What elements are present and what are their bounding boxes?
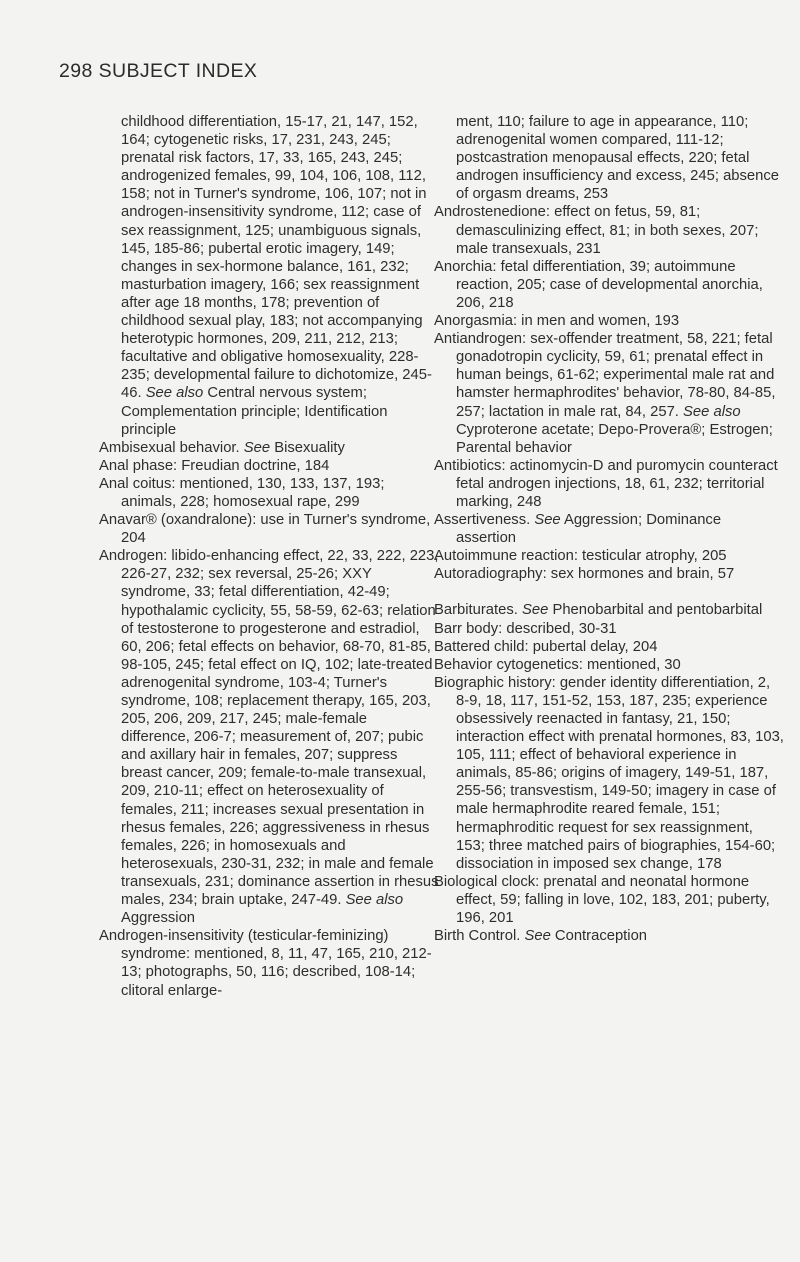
entry-text: Aggression [121, 910, 196, 927]
entry-text: Anorgasmia: in men and women, 193 [434, 313, 680, 330]
entry-text: childhood differentiation, 15-17, 21, 147, 152, 164; cytogenetic risks, 17, 231, 243, 245; prenatal risk factors, 17, 33, 165, 243, 245; androgenized females, 99, 104, 106, 108, 112, 158; not in Turner's syndrome, 106, 107; not in androgen-insensitivity syndrome, 112; case of sex reassignment, 125; unambiguous signals, 145, 185-86; pubertal erotic imagery, 149; changes in sex-hormone balance, 161, 232; masturbation imagery, 166; sex reassignment after age 18 months, 178; prevention of childhood sexual play, 183; not accompanying heterotypic hormones, 209, 211, 212, 213; facultative and obligative homosexuality, 228-235; developmental failure to dichotomize, 245-46. [121, 114, 432, 402]
entry-text: Barr body: described, 30-31 [434, 620, 617, 637]
index-entry [434, 258, 784, 312]
cross-reference-label: See also [345, 892, 404, 909]
entry-text: Androgen-insensitivity (testicular-feminizing) syndrome: mentioned, 8, 11, 47, 165, 210, 212-13; photographs, 50, 116; described, 108-14; clitoral enlarge- [99, 928, 432, 999]
entry-text: Aggression; Dominance assertion [456, 512, 722, 547]
cross-reference-label: See [534, 512, 561, 529]
left-index-column [99, 113, 439, 1000]
cross-reference-label: See also [145, 385, 204, 402]
index-entry [434, 927, 784, 945]
entry-text: Androstenedione: effect on fetus, 59, 81; demasculinizing effect, 81; in both sexes, 207; male transexuals, 231 [434, 204, 759, 257]
entry-text: Biographic history: gender identity differentiation, 2, 8-9, 18, 117, 151-52, 153, 187, 235; experience obsessively reenacted in fantasy, 21, 150; interaction effect with prenatal hormones, 83, 103, 105, 111; effect of behavioral experience in animals, 85-86; origins of imagery, 149-51, 187, 255-56; transvestism, 149-50; imagery in case of male hermaphrodite reared female, 151; hermaphroditic request for sex reassignment, 153; three matched pairs of biographies, 154-60; dissociation in imposed sex change, 178 [434, 674, 784, 872]
entry-text: Bisexuality [270, 439, 345, 456]
entry-text: ment, 110; failure to age in appearance, 110; adrenogenital women compared, 111-12; postcastration menopausal effects, 220; fetal androgen insufficiency and excess, 245; absence of orgasm dreams, 253 [456, 114, 780, 203]
entry-text: Contraception [550, 928, 648, 945]
entry-text: Central nervous system; Complementation principle; Identification principle [121, 385, 388, 438]
entry-text: Phenobarbital and pentobarbital [548, 602, 763, 619]
index-entry [99, 457, 439, 475]
cross-reference-label: See also [683, 403, 741, 420]
cross-reference-label: See [522, 602, 549, 619]
index-entry [434, 873, 784, 927]
index-entry [99, 439, 439, 457]
entry-text: Antiandrogen: sex-offender treatment, 58, 221; fetal gonadotropin cyclicity, 59, 61; prenatal effect in human beings, 61-62; experimental male rat and hamster hermaphrodites' behavior, 78-80, 84-85, 257; lactation in male rat, 84, 257. [434, 331, 776, 420]
entry-text: Androgen: libido-enhancing effect, 22, 33, 222, 223, 226-27, 232; sex reversal, 25-26; XXY syndrome, 33; fetal differentiation, 42-49; hypothalamic cyclicity, 55, 58-59, 62-63; relation of testosterone to progesterone and estradiol, 60, 206; fetal effects on behavior, 68-70, 81-85, 98-105, 245; fetal effect on IQ, 102; late-treated adrenogenital syndrome, 103-4; Turner's syndrome, 108; replacement therapy, 165, 203, 205, 206, 209, 217, 245; male-female difference, 206-7; measurement of, 207; pubic and axillary hair in females, 207; suppress breast cancer, 209; female-to-male transexual, 209, 210-11; effect on heterosexuality of females, 211; increases sexual presentation in rhesus females, 226; aggressiveness in rhesus females, 226; in homosexuals and heterosexuals, 230-31, 232; in male and female transexuals, 231; dominance assertion in rhesus males, 234; brain uptake, 247-49. [99, 548, 439, 909]
index-entry-continued [99, 113, 439, 439]
index-entry [434, 511, 784, 547]
index-entry [434, 601, 784, 619]
entry-text: Cyproterone acetate; Depo-Provera®; Estrogen; Parental behavior [456, 421, 773, 456]
index-entry [434, 674, 784, 873]
entry-text: Anavar® (oxandralone): use in Turner's syndrome, 204 [99, 512, 431, 547]
right-index-column [434, 113, 784, 945]
entry-text: Battered child: pubertal delay, 204 [434, 638, 658, 655]
index-entry [434, 330, 784, 457]
cross-reference-label: See [243, 439, 271, 456]
index-entry [434, 656, 784, 674]
index-entry-continued [434, 113, 784, 203]
index-entry [434, 547, 784, 565]
index-entry [99, 511, 439, 547]
index-entry [434, 638, 784, 656]
entry-text: Anorchia: fetal differentiation, 39; autoimmune reaction, 205; case of developmental anorchia, 206, 218 [434, 258, 763, 311]
entry-text: Birth Control. [434, 928, 525, 945]
letter-group-gap [434, 583, 784, 601]
entry-text: Behavior cytogenetics: mentioned, 30 [434, 656, 681, 673]
cross-reference-label: See [524, 928, 551, 945]
index-entry [99, 475, 439, 511]
index-entry [434, 620, 784, 638]
index-entry [434, 312, 784, 330]
entry-text: Autoradiography: sex hormones and brain, 57 [434, 566, 735, 583]
entry-text: Anal phase: Freudian doctrine, 184 [99, 457, 330, 474]
entry-text: Barbiturates. [434, 602, 523, 619]
page-number: 298 [59, 60, 93, 82]
entry-text: Ambisexual behavior. [99, 439, 244, 456]
index-entry [99, 547, 439, 927]
entry-text: Autoimmune reaction: testicular atrophy, 205 [434, 548, 727, 565]
entry-text: Anal coitus: mentioned, 130, 133, 137, 193; animals, 228; homosexual rape, 299 [99, 475, 385, 510]
index-entry [434, 203, 784, 257]
entry-text: Biological clock: prenatal and neonatal hormone effect, 59; falling in love, 102, 183, 201; puberty, 196, 201 [434, 873, 770, 927]
index-entry [99, 927, 439, 999]
section-title: SUBJECT INDEX [98, 60, 258, 82]
index-entry [434, 457, 784, 511]
entry-text: Assertiveness. [434, 512, 535, 529]
entry-text: Antibiotics: actinomycin-D and puromycin counteract fetal androgen injections, 18, 61, 232; territorial marking, 248 [434, 457, 778, 510]
index-entry [434, 565, 784, 583]
running-header [59, 60, 257, 83]
